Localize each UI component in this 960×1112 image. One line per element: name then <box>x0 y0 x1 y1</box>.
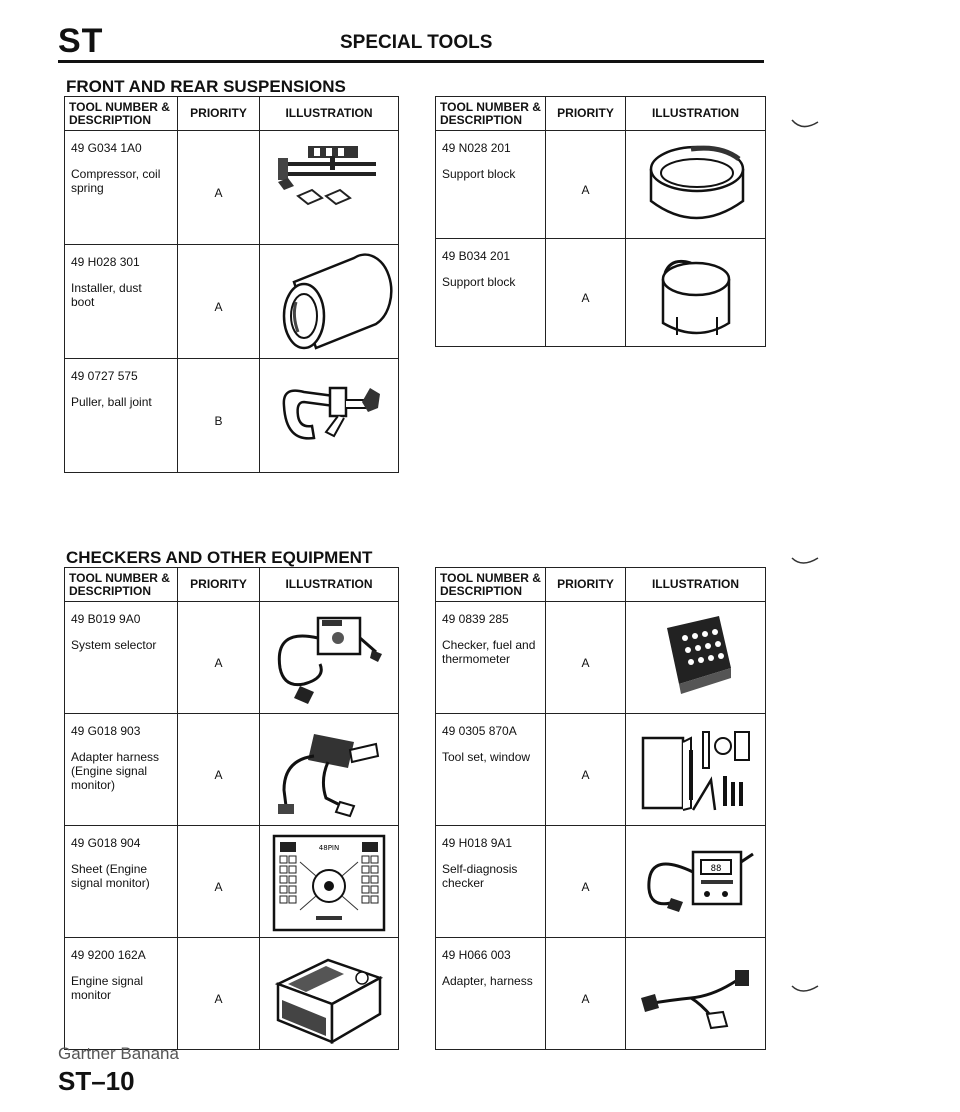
tool-name: Self-diagnosis checker <box>442 862 518 890</box>
table-header-row <box>65 97 399 131</box>
tool-name: Installer, dust boot <box>71 281 142 309</box>
tool-description-cell <box>65 245 178 359</box>
tool-description-cell <box>436 131 546 239</box>
tool-name: Adapter harness (Engine signal monitor) <box>71 750 160 792</box>
tool-illustration-cell <box>260 131 399 245</box>
section-title-suspensions: FRONT AND REAR SUSPENSIONS <box>66 77 346 96</box>
adapter-harness-icon <box>262 720 396 820</box>
table-row <box>65 602 399 714</box>
tool-illustration-cell <box>626 239 766 347</box>
tool-priority: A <box>546 131 626 239</box>
window-tool-set-icon <box>628 720 763 820</box>
col-header-priority: PRIORITY <box>178 568 260 602</box>
table-row <box>436 131 766 239</box>
page-number: ST–10 <box>58 1066 135 1096</box>
tool-description-cell <box>436 602 546 714</box>
tool-number: 49 0839 285 <box>442 612 509 626</box>
tool-priority: A <box>546 602 626 714</box>
tool-description-cell <box>65 359 178 473</box>
tool-table-suspension-right <box>435 96 766 347</box>
tool-illustration-cell <box>260 938 399 1050</box>
tool-number: 49 H028 301 <box>71 255 140 269</box>
tool-illustration-cell <box>626 826 766 938</box>
tool-illustration-cell <box>626 938 766 1050</box>
tool-priority: A <box>546 938 626 1050</box>
tool-illustration-cell <box>260 602 399 714</box>
tool-number: 49 0305 870A <box>442 724 517 738</box>
tool-priority: A <box>178 245 260 359</box>
tool-number: 49 B019 9A0 <box>71 612 141 626</box>
tool-description-cell <box>436 239 546 347</box>
table-row <box>65 826 399 938</box>
table-row <box>65 131 399 245</box>
tool-priority: A <box>178 826 260 938</box>
footer-brand: Gartner Banana <box>58 1044 179 1063</box>
page-title: SPECIAL TOOLS <box>340 32 493 53</box>
col-header-tool-number: TOOL NUMBER & DESCRIPTION <box>65 97 178 131</box>
table-header-row <box>436 97 766 131</box>
tool-illustration-cell <box>260 826 399 938</box>
tool-priority: A <box>178 602 260 714</box>
table-row <box>65 359 399 473</box>
sheet-pin-label: 48PIN <box>318 843 340 852</box>
tool-illustration-cell <box>626 602 766 714</box>
support-block-ring-icon <box>628 135 763 235</box>
tool-table-checkers-right <box>435 567 766 1050</box>
tool-number: 49 0727 575 <box>71 369 138 383</box>
tool-number: 49 H066 003 <box>442 948 511 962</box>
tool-name: Compressor, coil spring <box>71 167 161 195</box>
table-header-row <box>65 568 399 602</box>
tool-number: 49 G018 903 <box>71 724 141 738</box>
section-code: ST <box>58 22 104 60</box>
tool-name: Support block <box>442 167 516 181</box>
table-row <box>65 714 399 826</box>
col-header-illustration: ILLUSTRATION <box>626 97 766 131</box>
tool-description-cell <box>436 714 546 826</box>
col-header-illustration: ILLUSTRATION <box>260 97 399 131</box>
table-row <box>436 826 766 938</box>
col-header-priority: PRIORITY <box>178 97 260 131</box>
table-row <box>436 602 766 714</box>
tool-name: Adapter, harness <box>442 974 533 988</box>
tool-description-cell <box>65 938 178 1050</box>
tool-name: Tool set, window <box>442 750 531 764</box>
margin-mark <box>790 112 820 134</box>
system-selector-icon <box>262 608 396 708</box>
header-rule <box>58 60 764 63</box>
tool-description-cell <box>65 826 178 938</box>
col-header-tool-number: TOOL NUMBER & DESCRIPTION <box>436 97 546 131</box>
tool-description-cell <box>65 602 178 714</box>
tool-priority: A <box>178 131 260 245</box>
tool-table-suspension-left <box>64 96 399 473</box>
col-header-priority: PRIORITY <box>546 97 626 131</box>
tool-description-cell <box>436 938 546 1050</box>
tool-priority: A <box>546 239 626 347</box>
section-title-checkers: CHECKERS AND OTHER EQUIPMENT <box>66 548 373 567</box>
tool-name: Sheet (Engine signal monitor) <box>71 862 150 890</box>
table-row <box>65 938 399 1050</box>
table-header-row <box>436 568 766 602</box>
tool-description-cell <box>65 131 178 245</box>
tool-priority: A <box>178 938 260 1050</box>
margin-mark <box>790 552 820 570</box>
dust-boot-installer-icon <box>262 252 396 352</box>
tool-name: Puller, ball joint <box>71 395 152 409</box>
tool-illustration-cell <box>260 359 399 473</box>
tool-priority: B <box>178 359 260 473</box>
tool-illustration-cell <box>260 714 399 826</box>
engine-signal-monitor-icon <box>262 944 396 1044</box>
tool-number: 49 H018 9A1 <box>442 836 513 850</box>
table-row <box>65 245 399 359</box>
tool-number: 49 B034 201 <box>442 249 511 263</box>
table-row <box>436 714 766 826</box>
coil-spring-compressor-icon <box>262 138 396 238</box>
table-row <box>436 938 766 1050</box>
col-header-tool-number: TOOL NUMBER & DESCRIPTION <box>436 568 546 602</box>
svg-text:88: 88 <box>710 863 721 874</box>
tool-number: 49 N028 201 <box>442 141 511 155</box>
harness-adapter-icon <box>628 944 763 1044</box>
self-diagnosis-checker-icon <box>628 832 763 932</box>
monitor-sheet-icon <box>262 832 396 932</box>
tool-priority: A <box>546 714 626 826</box>
tool-name: Checker, fuel and thermometer <box>442 638 536 666</box>
tool-description-cell <box>436 826 546 938</box>
table-row <box>436 239 766 347</box>
tool-number: 49 G018 904 <box>71 836 141 850</box>
tool-table-checkers-left <box>64 567 399 1050</box>
tool-description-cell <box>65 714 178 826</box>
support-block-cup-icon <box>628 243 763 343</box>
ball-joint-puller-icon <box>262 366 396 466</box>
fuel-checker-icon <box>628 608 763 708</box>
col-header-illustration: ILLUSTRATION <box>260 568 399 602</box>
tool-name: Support block <box>442 275 516 289</box>
col-header-illustration: ILLUSTRATION <box>626 568 766 602</box>
col-header-priority: PRIORITY <box>546 568 626 602</box>
tool-illustration-cell <box>260 245 399 359</box>
tool-number: 49 G034 1A0 <box>71 141 142 155</box>
tool-name: Engine signal monitor <box>71 974 144 1002</box>
tool-priority: A <box>178 714 260 826</box>
tool-number: 49 9200 162A <box>71 948 146 962</box>
tool-illustration-cell <box>626 714 766 826</box>
tool-name: System selector <box>71 638 157 652</box>
tool-illustration-cell <box>626 131 766 239</box>
margin-mark <box>790 980 820 998</box>
col-header-tool-number: TOOL NUMBER & DESCRIPTION <box>65 568 178 602</box>
tool-priority: A <box>546 826 626 938</box>
